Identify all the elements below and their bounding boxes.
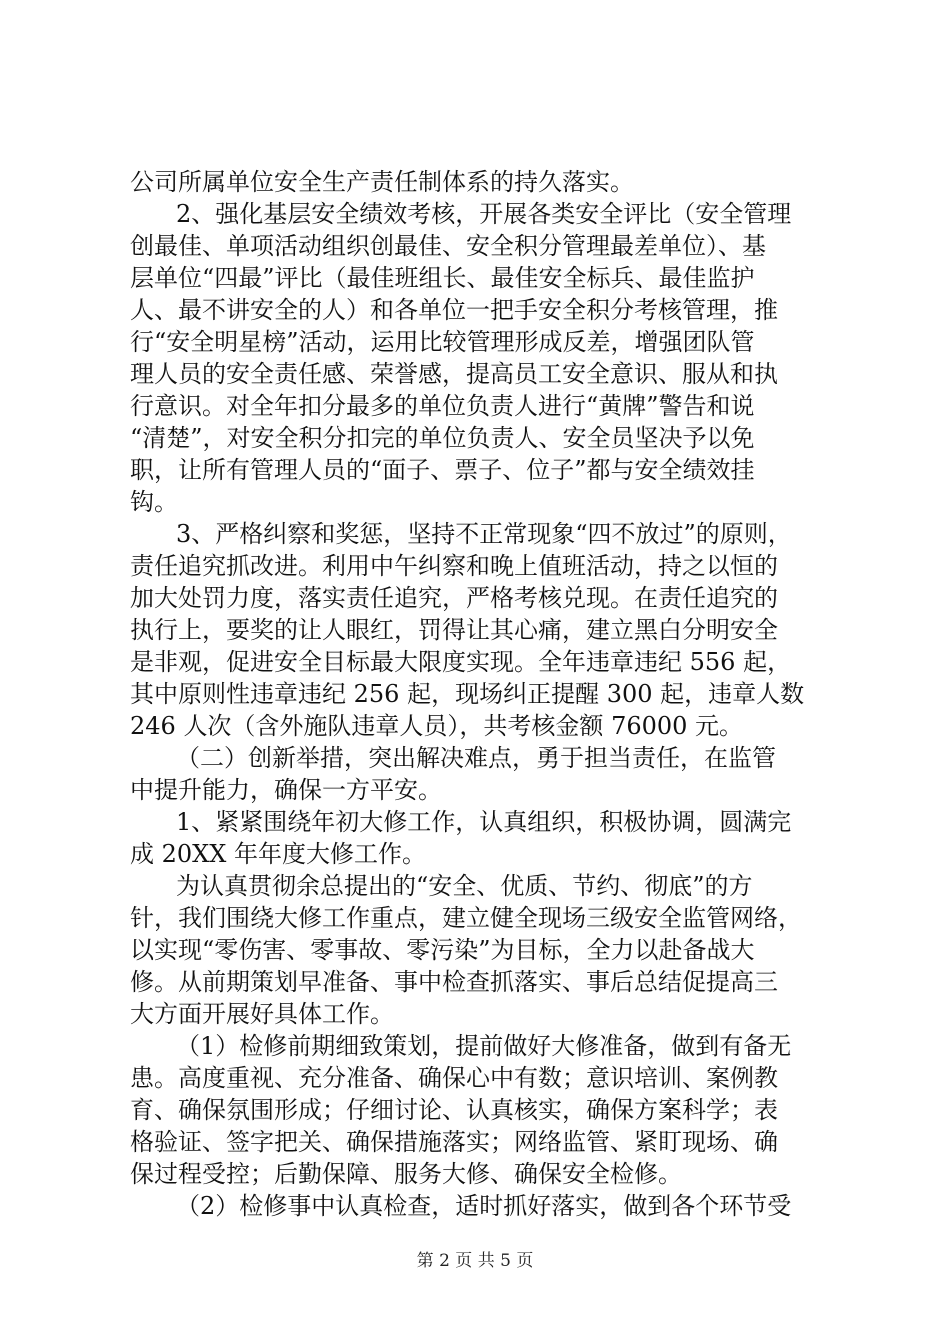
text-line: 行意识。对全年扣分最多的单位负责人进行“黄牌”警告和说 [130,392,755,420]
text-line: 修。从前期策划早准备、事中检查抓落实、事后总结促提高三 [130,968,778,996]
text-line: 为认真贯彻余总提出的“安全、优质、节约、彻底”的方 [176,872,753,900]
text-line: 其中原则性违章违纪 256 起，现场纠正提醒 300 起，违章人数 [130,680,805,708]
text-line: 执行上，要奖的让人眼红，罚得让其心痛，建立黑白分明安全 [130,616,778,644]
text-line: （1）检修前期细致策划，提前做好大修准备，做到有备无 [176,1032,792,1060]
text-line: 加大处罚力度，落实责任追究，严格考核兑现。在责任追究的 [130,584,778,612]
text-line: 层单位“四最”评比（最佳班组长、最佳安全标兵、最佳监护 [130,264,755,292]
text-line: 格验证、签字把关、确保措施落实；网络监管、紧盯现场、确 [130,1128,778,1156]
text-line: 大方面开展好具体工作。 [130,1000,394,1028]
text-line: 以实现“零伤害、零事故、零污染”为目标，全力以赴备战大 [130,936,755,964]
text-line: 是非观，促进安全目标最大限度实现。全年违章违纪 556 起， [130,648,792,676]
text-line: 保过程受控；后勤保障、服务大修、确保安全检修。 [130,1160,682,1188]
text-line: 育、确保氛围形成；仔细讨论、认真核实，确保方案科学；表 [130,1096,778,1124]
text-line: 钩。 [130,488,178,516]
text-line: 创最佳、单项活动组织创最佳、安全积分管理最差单位）、基 [130,232,766,260]
text-line: 成 20XX 年年度大修工作。 [130,840,426,868]
text-line: 行“安全明星榜”活动，运用比较管理形成反差，增强团队管 [130,328,755,356]
text-line: 责任追究抓改进。利用中午纠察和晚上值班活动，持之以恒的 [130,552,778,580]
text-line: 患。高度重视、充分准备、确保心中有数；意识培训、案例教 [130,1064,778,1092]
section-heading-line: （二）创新举措，突出解决难点，勇于担当责任，在监管 [176,744,776,772]
text-line: 3、严格纠察和奖惩，坚持不正常现象“四不放过”的原则， [176,520,792,548]
text-line: 公司所属单位安全生产责任制体系的持久落实。 [130,168,634,196]
page-number-footer: 第 2 页 共 5 页 [416,1251,534,1271]
text-line: 1、紧紧围绕年初大修工作，认真组织，积极协调，圆满完 [176,808,792,836]
text-line: 理人员的安全责任感、荣誉感，提高员工安全意识、服从和执 [130,360,778,388]
text-line: 针，我们围绕大修工作重点，建立健全现场三级安全监管网络， [130,904,802,932]
text-line: “清楚”，对安全积分扣完的单位负责人、安全员坚决予以免 [130,424,755,452]
section-heading-line: 中提升能力，确保一方平安。 [130,776,442,804]
text-line: 职，让所有管理人员的“面子、票子、位子”都与安全绩效挂 [130,456,755,484]
text-line: 人、最不讲安全的人）和各单位一把手安全积分考核管理，推 [130,296,778,324]
text-line: （2）检修事中认真检查，适时抓好落实，做到各个环节受 [176,1192,792,1220]
text-line: 2、强化基层安全绩效考核，开展各类安全评比（安全管理 [176,200,792,228]
text-line: 246 人次（含外施队违章人员），共考核金额 76000 元。 [130,712,744,740]
